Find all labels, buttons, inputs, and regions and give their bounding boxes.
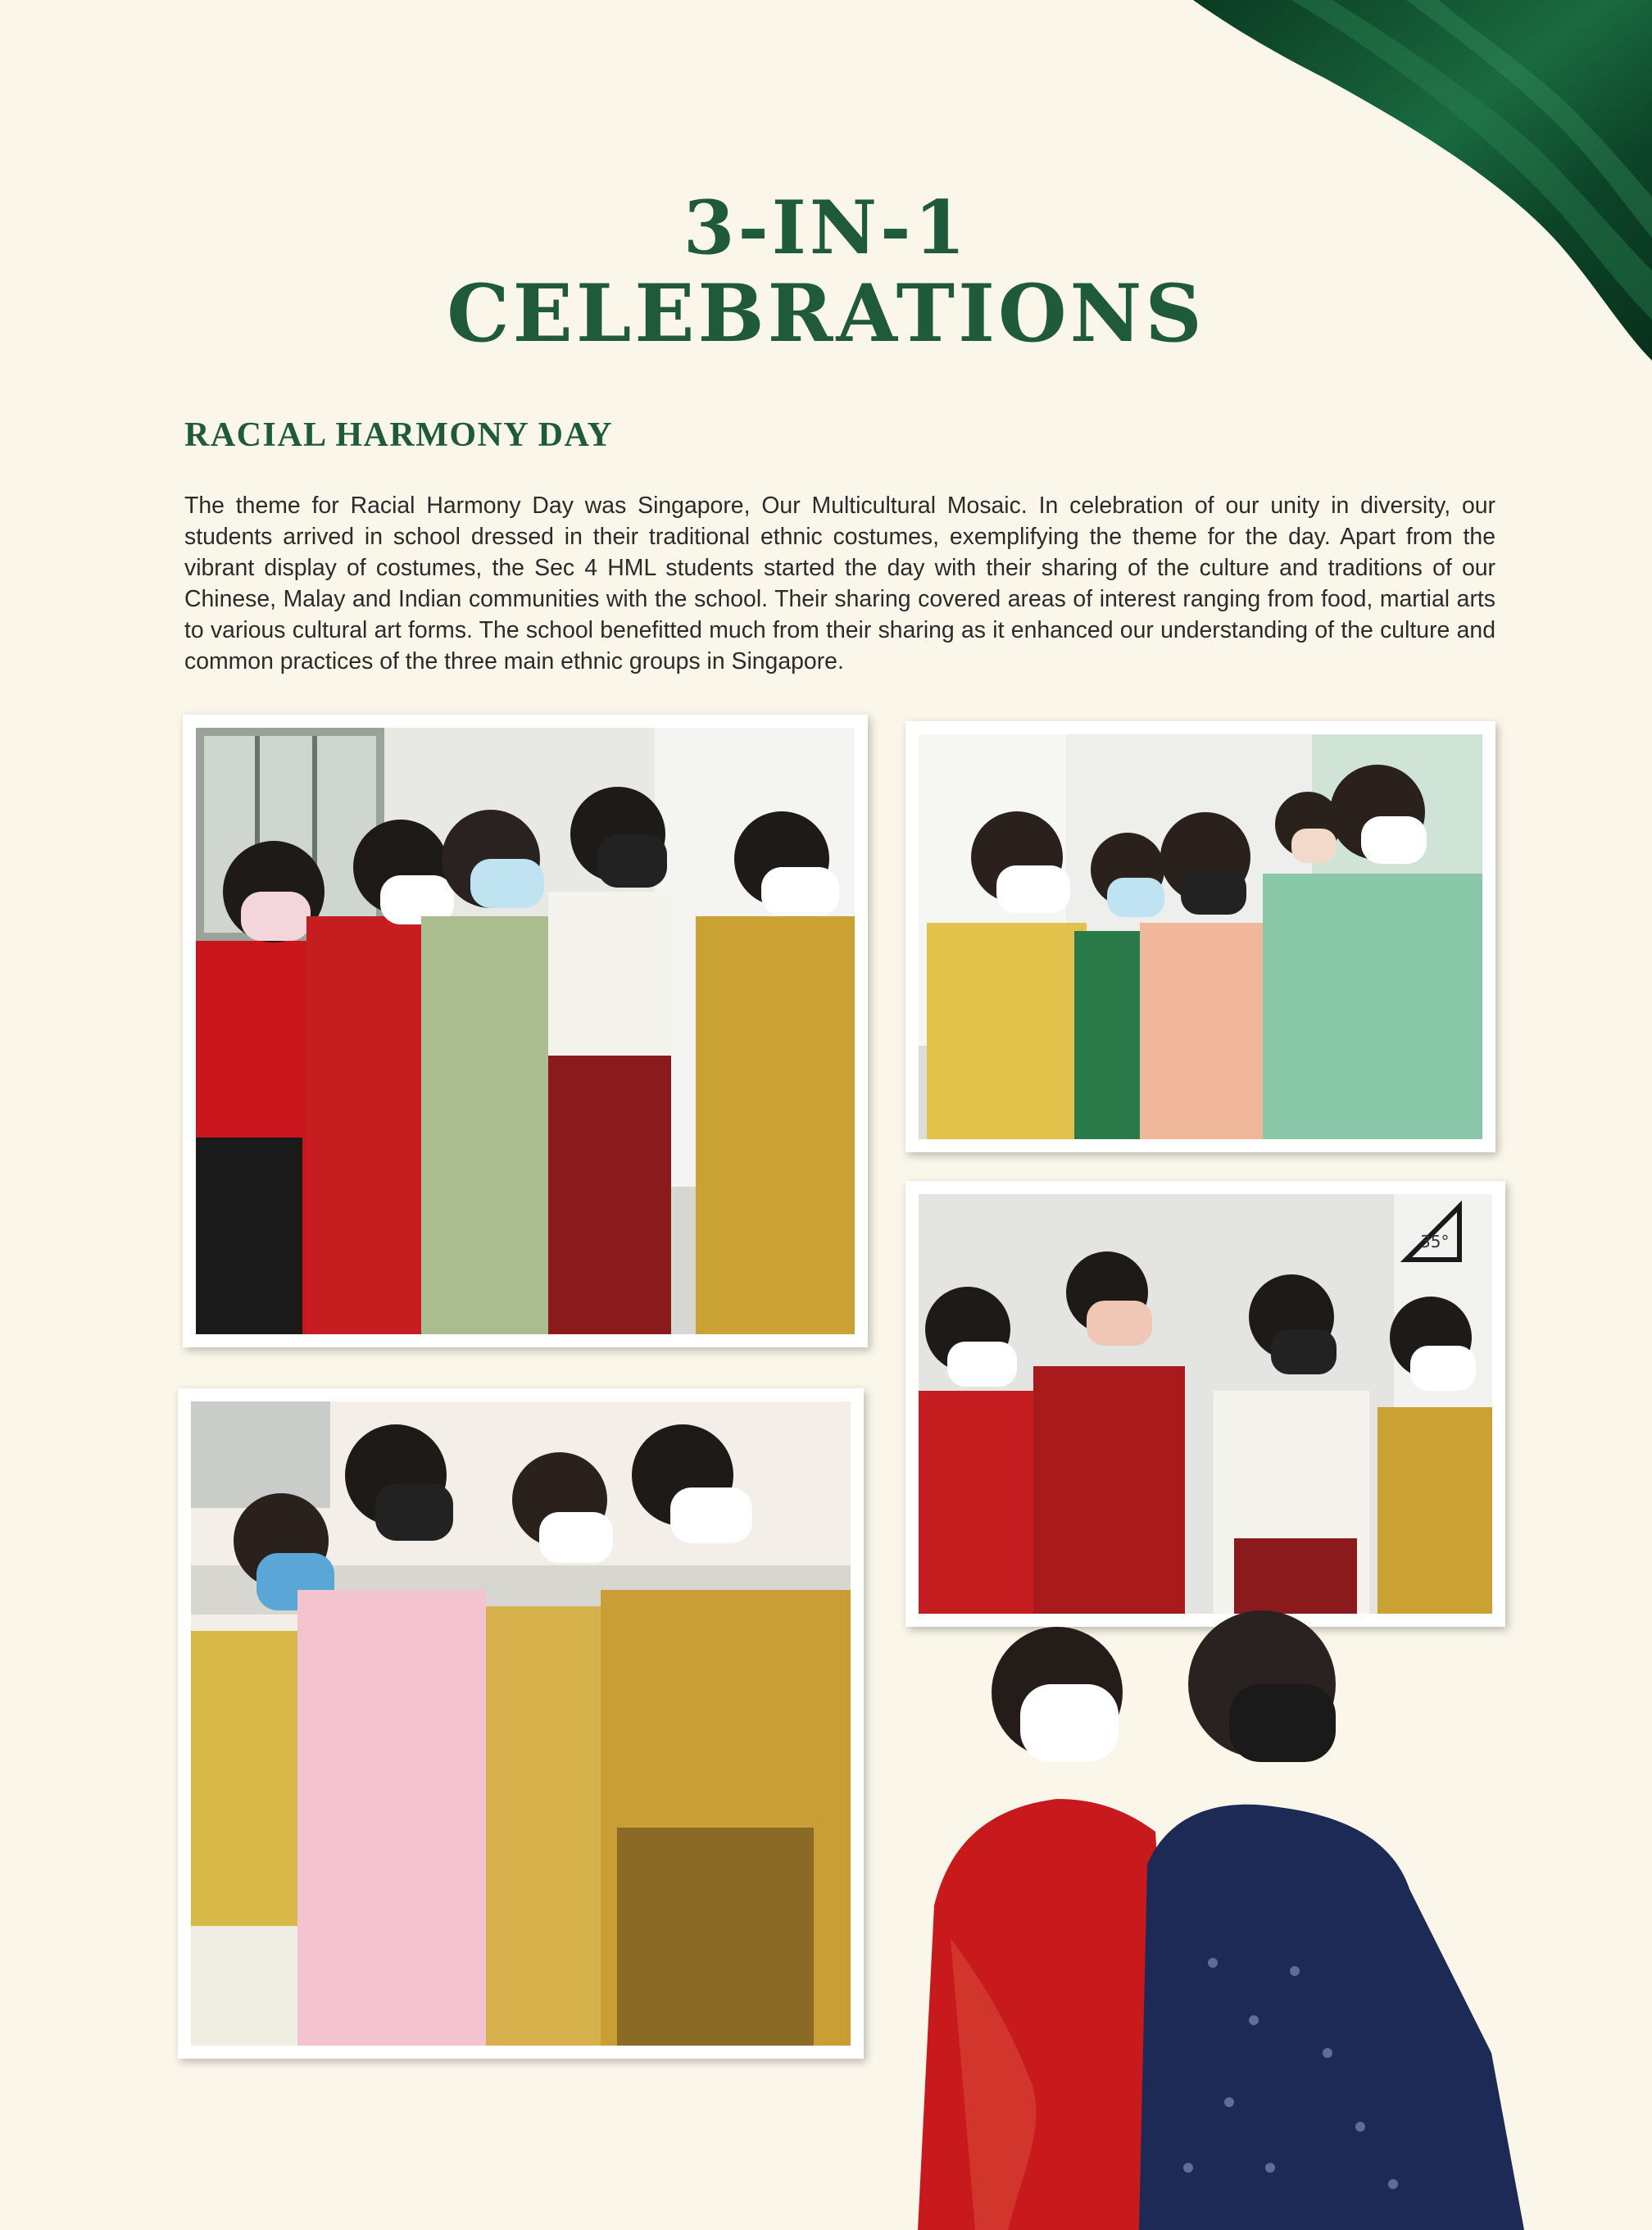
section-heading: RACIAL HARMONY DAY (184, 416, 614, 454)
photo-two-students-cutout (901, 1594, 1652, 2230)
photo-students-outdoor (178, 1388, 864, 2059)
photo-students-group (905, 721, 1495, 1152)
page-title-line-2: CELEBRATIONS (447, 267, 1205, 360)
page-title-line-1: 3-IN-1 (683, 184, 969, 271)
board-angle-label: 35° (1420, 1232, 1450, 1251)
photo-students-corridor (183, 715, 868, 1347)
body-paragraph: The theme for Racial Harmony Day was Singapore, Our Multicultural Mosaic. In celebration of our unity in diversity, our students arrived in school dressed in their traditional ethnic costumes, exemplifying the theme for the day. Apart from the vibrant display of costumes, the Sec 4 HML students started the day with their sharing of the culture and traditions of our Chinese, Malay and Indian communities with the school. Their sharing covered areas of interest ranging from food, martial arts to various cultural art forms. The school benefitted much from their sharing as it enhanced our understanding of the culture and common practices of the three main ethnic groups in Singapore. (184, 493, 1495, 674)
photo-students-with-teacher (905, 1181, 1505, 1627)
